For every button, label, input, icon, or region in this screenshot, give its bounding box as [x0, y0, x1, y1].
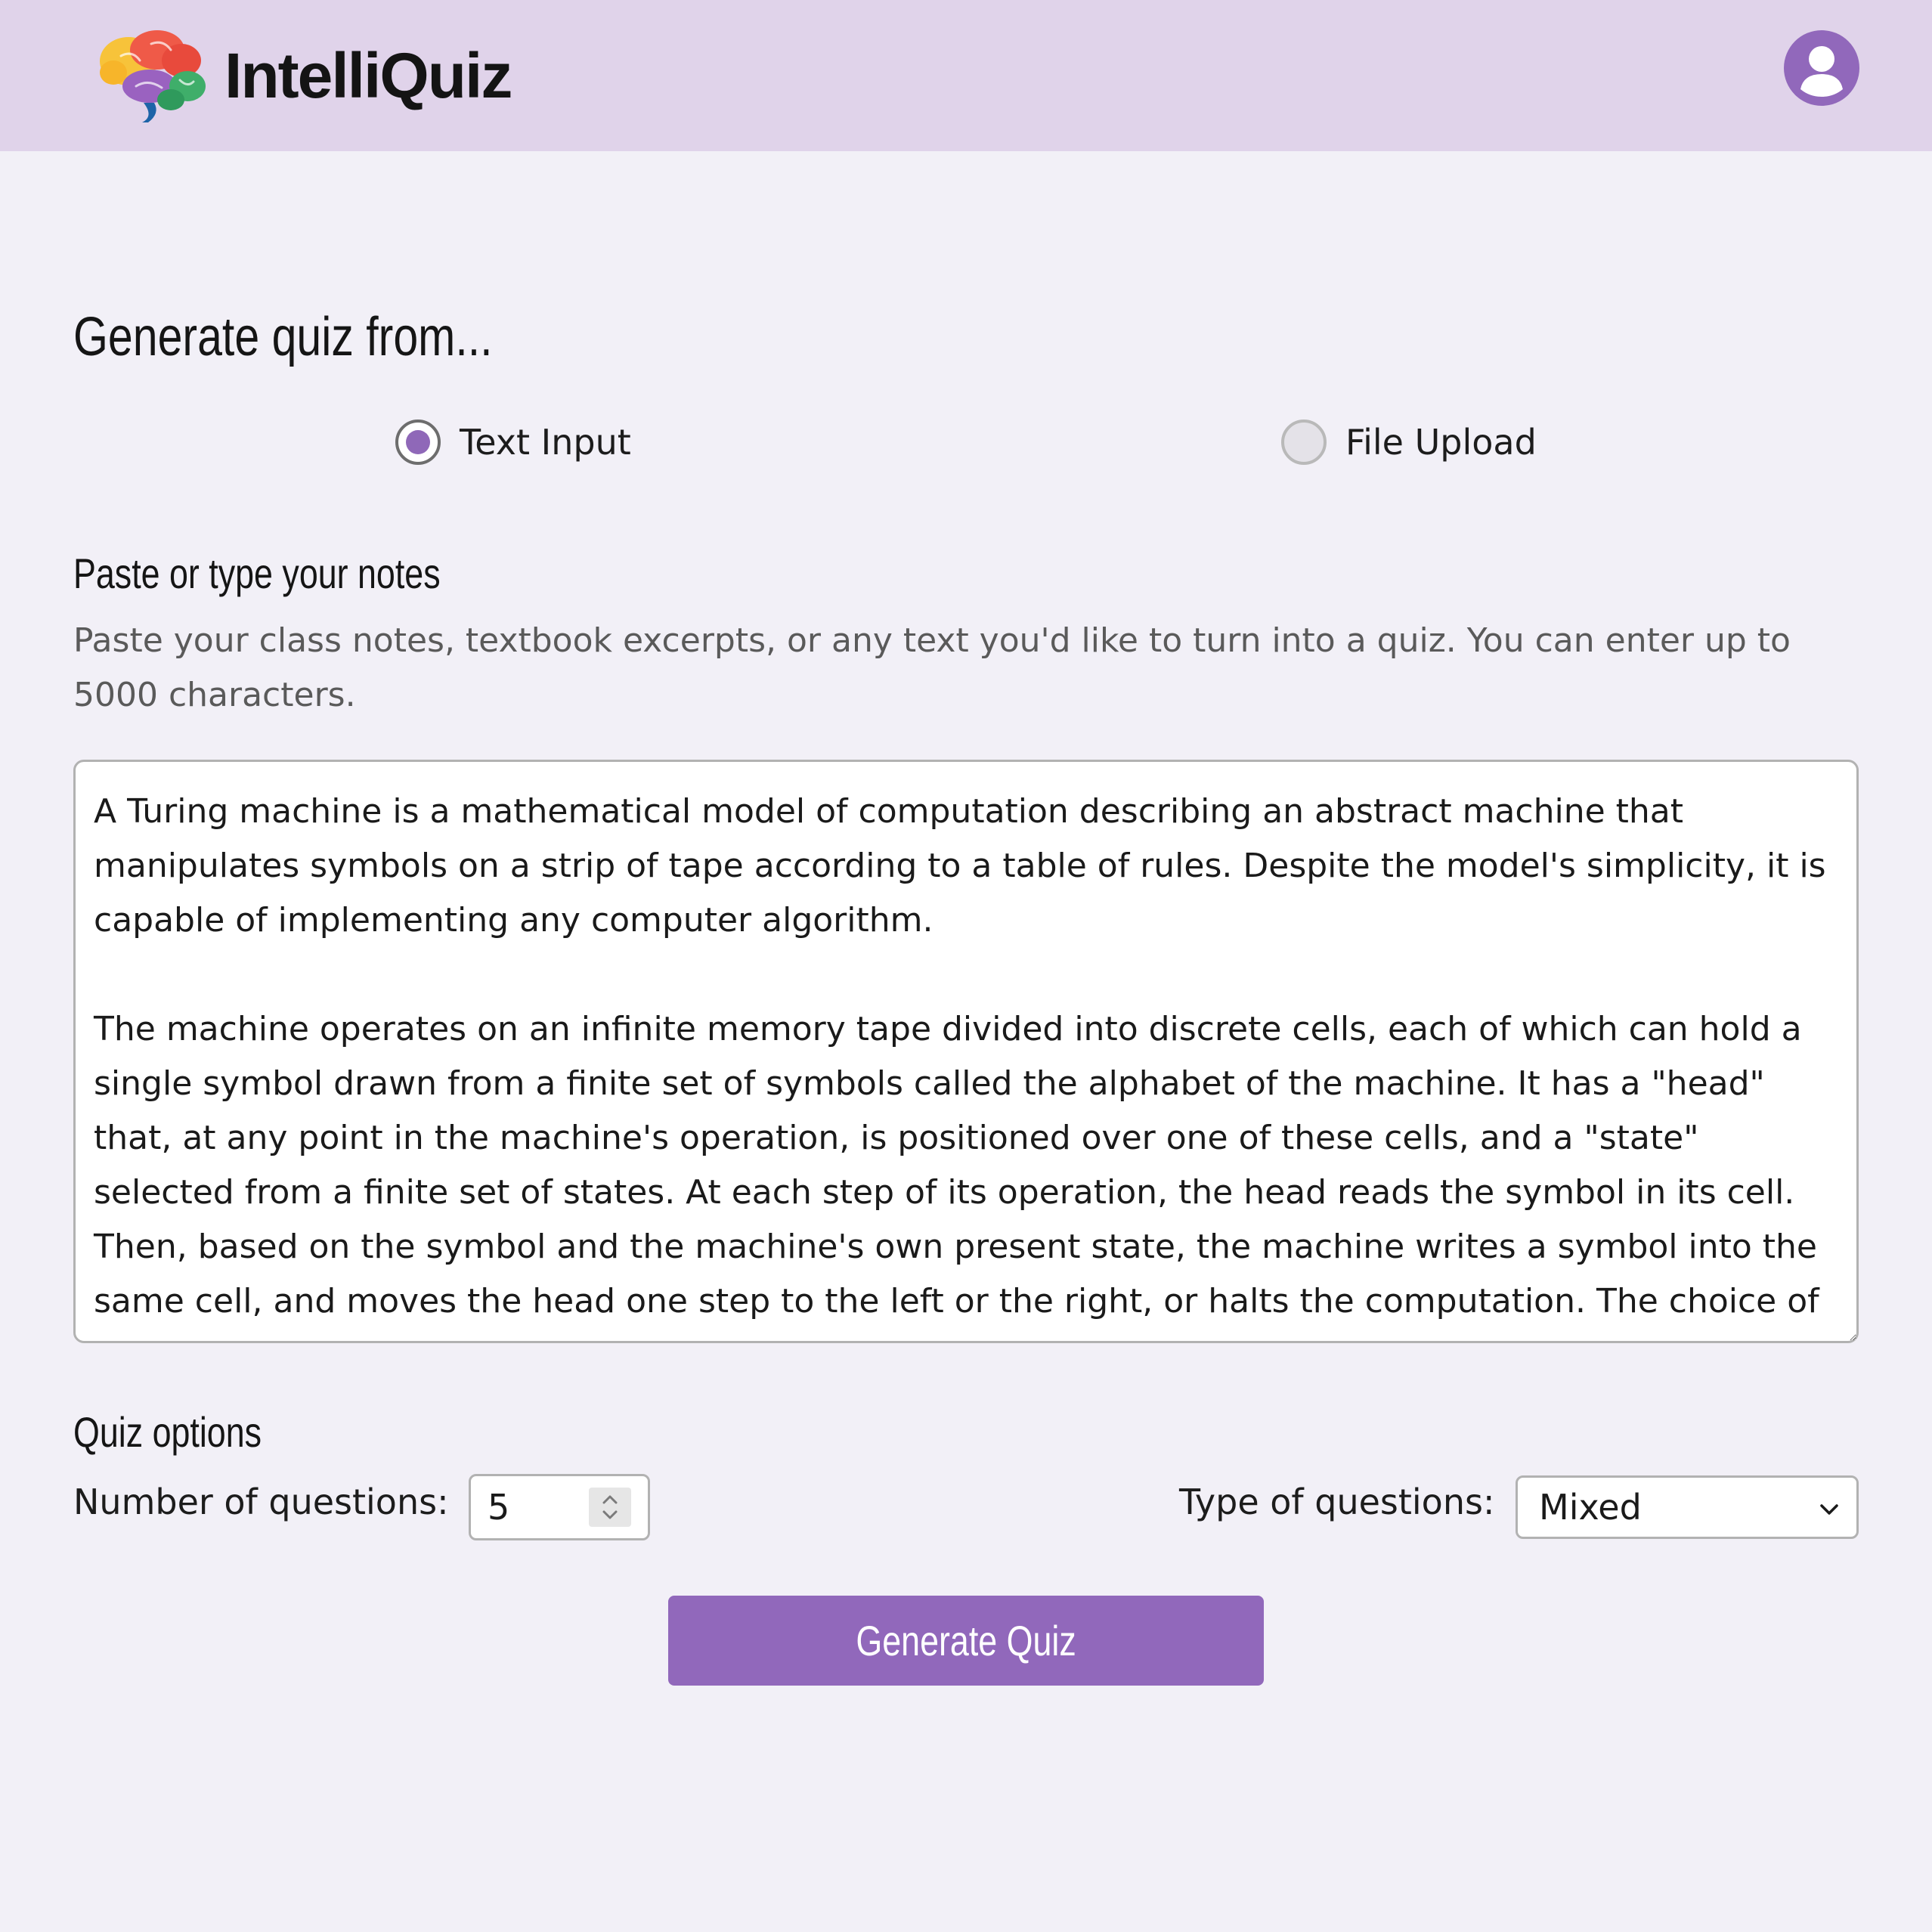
radio-label-file-upload: File Upload [1345, 422, 1537, 463]
page-title: Generate quiz from... [73, 307, 493, 367]
radio-dot [406, 430, 430, 454]
question-type-value: Mixed [1539, 1487, 1642, 1528]
up-down-arrows-icon [589, 1488, 631, 1527]
notes-textarea[interactable] [73, 760, 1859, 1343]
question-type-select[interactable] [1516, 1475, 1859, 1539]
app-name: IntelliQuiz [224, 39, 512, 111]
notes-section-title: Paste or type your notes [73, 550, 441, 597]
num-questions-label: Number of questions: [73, 1482, 449, 1522]
logo[interactable] [98, 27, 511, 124]
radio-text-input[interactable] [395, 417, 631, 467]
question-type-label: Type of questions: [1179, 1482, 1495, 1522]
chevron-down-icon [1817, 1497, 1841, 1522]
stepper-arrows[interactable] [589, 1488, 631, 1527]
radio-label-text-input: Text Input [460, 422, 631, 463]
app-header [0, 0, 1932, 151]
notes-helper-text: Paste your class notes, textbook excerpts, or any text you'd like to turn into a quiz. You can enter up to 5000 characters. [73, 621, 1791, 714]
brain-icon [98, 27, 208, 124]
num-questions-input[interactable] [488, 1476, 601, 1538]
radio-button-selected[interactable] [395, 420, 441, 465]
profile-button[interactable] [1784, 30, 1859, 106]
num-questions-stepper[interactable] [469, 1474, 650, 1540]
generate-quiz-label: Generate Quiz [856, 1617, 1076, 1664]
radio-file-upload[interactable] [1281, 417, 1537, 467]
generate-quiz-button[interactable] [668, 1596, 1264, 1686]
quiz-options-title: Quiz options [73, 1408, 262, 1456]
user-avatar-icon [1784, 30, 1859, 106]
radio-button-unselected[interactable] [1281, 420, 1327, 465]
